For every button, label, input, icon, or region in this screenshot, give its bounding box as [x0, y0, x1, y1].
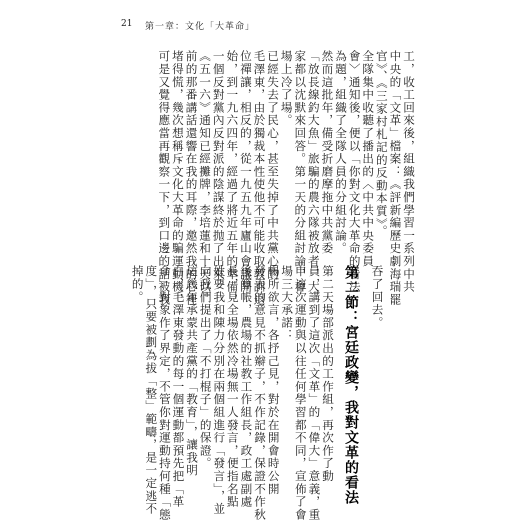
text-column: 已經失去了民心，甚至失掉了中共黨心的 [266, 50, 281, 281]
carry-over-text: 吞了回去。 [370, 265, 385, 329]
text-column: 後算帳，農場的社教工作組長，政工處副處 [239, 265, 254, 509]
text-column: 《五一六》通知已經攤牌，李培蓮和十天以 [198, 50, 213, 294]
text-column: 一個反對黨內反對派的陰謀終於抛了出來。 [211, 50, 226, 294]
text-column: 場三大承諾： [280, 265, 295, 342]
text-column: 場上冷了場。 [279, 50, 294, 127]
text-column: 始，到一九六四年，經過了將近五年的準備， [225, 50, 240, 306]
text-column: 姓要我和陳力分別在兩個組進行「發言」，並 [212, 265, 227, 516]
text-column: 申這次運動與以往任何學習都不同，宣佈了會 [293, 265, 308, 521]
text-column: 中央的「文革」檔案：《評新編歷史劇海瑞罷 [388, 50, 403, 306]
text-column: 官》、《三家村札記的反動本質》。 [374, 50, 389, 238]
text-column: 全隊集中收聽了播出的〈中共中央委員 [361, 50, 376, 268]
text-column: 「放長線釣大魚」旅騙的農六隊被放者，大 [306, 50, 321, 294]
text-column: 位禪讓，相反的，從一九五九年廬山會議開 [238, 50, 253, 294]
text-column: 長，見全場依然冷場無一人發言，便指名點 [225, 265, 240, 509]
text-column: 這幾年承蒙共產黨的「教育」，讓我明 [185, 265, 200, 477]
text-column: 工，收工回來後，組織我們學習一系列中共 [402, 50, 416, 294]
text-column: 員，講到了這次「文革」的「偉大」意義，重 [307, 265, 322, 521]
text-column: 會〉通知後，便以「你對文化大革命的看法」 [347, 50, 362, 306]
running-head: 第一章：文化「大革命」 [145, 22, 256, 32]
text-column: 然而這批年，備受折磨摩拖中共黨委 [320, 50, 335, 255]
section-heading: 第二節：宮廷政變，我對文革的看法 [343, 265, 359, 505]
text-column: 前的那番講話還響在我的耳際，邀然我的心裡 [184, 50, 199, 306]
text-column: 發表的意見不抓辮子，不作記錄，保證不作秋 [253, 265, 268, 521]
text-column: 向我們提出了「不打棍子」的保證。 [198, 265, 213, 470]
page-number: 21 [121, 19, 133, 29]
text-column: 第二天場部派出的工作組，再次作了動 [321, 265, 335, 483]
text-column: 命」對象作了界定，不管你對運動持何種「態 [157, 265, 172, 521]
text-column: 為題，組織了全隊人員的分組討論。 [334, 50, 349, 255]
lower-text-block [116, 265, 335, 521]
text-column: 毛澤東，由於獨裁本性使他不可能收取教訓退 [252, 50, 267, 306]
text-column: 掉的。 [130, 265, 145, 304]
text-column: 堵得慌，幾次想稱斥文化大革命的騙運動機， [170, 50, 185, 306]
text-column: 家都以沈默來回答。第一天的分組討論，會 [293, 50, 308, 294]
text-column: 可是又覺得應當再觀察一下，到口邊的話被我 [157, 50, 172, 306]
text-column: 暢所欲言，各抒己見，對於在開會時公開 [266, 265, 281, 496]
text-column: 度」，只要被劃為拔「整」範疇，是一定逃不 [144, 265, 159, 516]
text-column: 白，毛澤東發動的每一個運動都預先把「革 [171, 265, 186, 509]
